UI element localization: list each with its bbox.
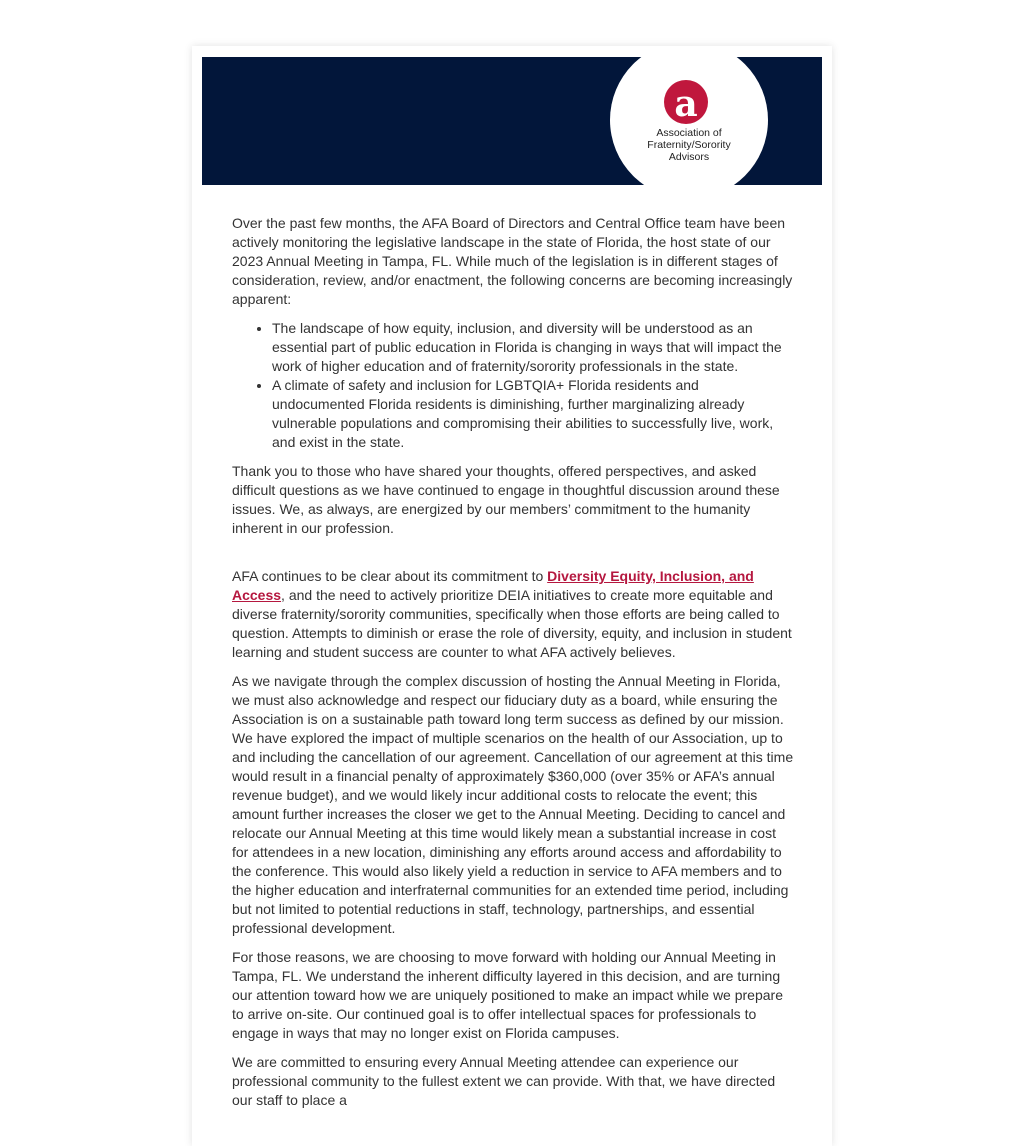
commitment-paragraph (232, 567, 794, 662)
logo-line-2: Fraternity/Sorority (647, 139, 731, 151)
fiduciary-paragraph: As we navigate through the complex discussion of hosting the Annual Meeting in Florida, we must also acknowledge and respect our fiduciary duty as a board, while ensuring the Association is on a sustainable path toward long term success as defined by our mission. We have explored the impact of multiple scenarios on the health of our Association, up to and including the cancellation of our agreement. Cancellation of our agreement at this time would result in a financial penalty of approximately $360,000 (over 35% or AFA’s annual revenue budget), and we would likely incur additional costs to relocate the event; this amount further increases the closer we get to the Annual Meeting. Deciding to cancel and relocate our Annual Meeting at this time would likely mean a substantial increase in cost for attendees in a new location, diminishing any efforts around access and affordability to the conference. This would also likely yield a reduction in service to AFA members and to the higher education and interfraternal communities for an extended time period, including but not limited to potential reductions in staff, technology, partnerships, and essential professional development. (232, 673, 794, 936)
intro-paragraph: Over the past few months, the AFA Board of Directors and Central Office team have been actively monitoring the legislative landscape in the state of Florida, the host state of our 2023 Annual Meeting in Tampa, FL. While much of the legislation is in different stages of consideration, review, and/or enactment, the following concerns are becoming increasingly apparent: (232, 215, 793, 307)
logo-line-1: Association of (656, 127, 722, 139)
decision-paragraph: For those reasons, we are choosing to move forward with holding our Annual Meeting in Tampa, FL. We understand the inherent difficulty layered in this decision, and are turning our attention toward how we are uniquely positioned to make an impact while we prepare to arrive on-site. Our continued goal is to offer intellectual spaces for professionals to engage in ways that may no longer exist on Florida campuses. (232, 949, 783, 1041)
list-item: • A climate of safety and inclusion for LGBTQIA+ Florida residents and undocumented Florida residents is diminishing, further marginalizing already vulnerable populations and compromising their abilities to successfully live, work, and exist in the state. (272, 376, 794, 452)
svg-text:a: a (674, 83, 698, 125)
list-item: • The landscape of how equity, inclusion, and diversity will be understood as an essential part of public education in Florida is changing in ways that will impact the work of higher education and of fraternity/sorority professionals in the state. (272, 319, 794, 376)
header-banner (202, 57, 822, 185)
text: , and the need to actively prioritize DEIA initiatives to create more equitable and diverse fraternity/sorority communities, specifically when those efforts are being called to question. Attempts to diminish or erase the role of diversity, equity, and inclusion in student learning and student success are counter to what AFA actively believes. (232, 587, 792, 660)
logo-circle (610, 57, 768, 185)
concerns-list (232, 319, 794, 452)
email-card (192, 46, 832, 1146)
text: AFA continues to be clear about its commitment to (232, 568, 548, 584)
thanks-paragraph: Thank you to those who have shared your thoughts, offered perspectives, and asked difficult questions as we have continued to engage in thoughtful discussion around these issues. We, as always, are energized by our members’ commitment to the humanity inherent in our profession. (232, 463, 780, 536)
logo-text (610, 127, 768, 163)
afa-logo-icon (663, 79, 709, 125)
committed-paragraph: We are committed to ensuring every Annual Meeting attendee can experience our professional community to the fullest extent we can provide. With that, we have directed our staff to place a (232, 1054, 776, 1108)
email-body (232, 214, 794, 1120)
deia-link[interactable]: Diversity Equity, Inclusion, and Access (232, 568, 754, 603)
logo-line-3: Advisors (668, 151, 710, 163)
